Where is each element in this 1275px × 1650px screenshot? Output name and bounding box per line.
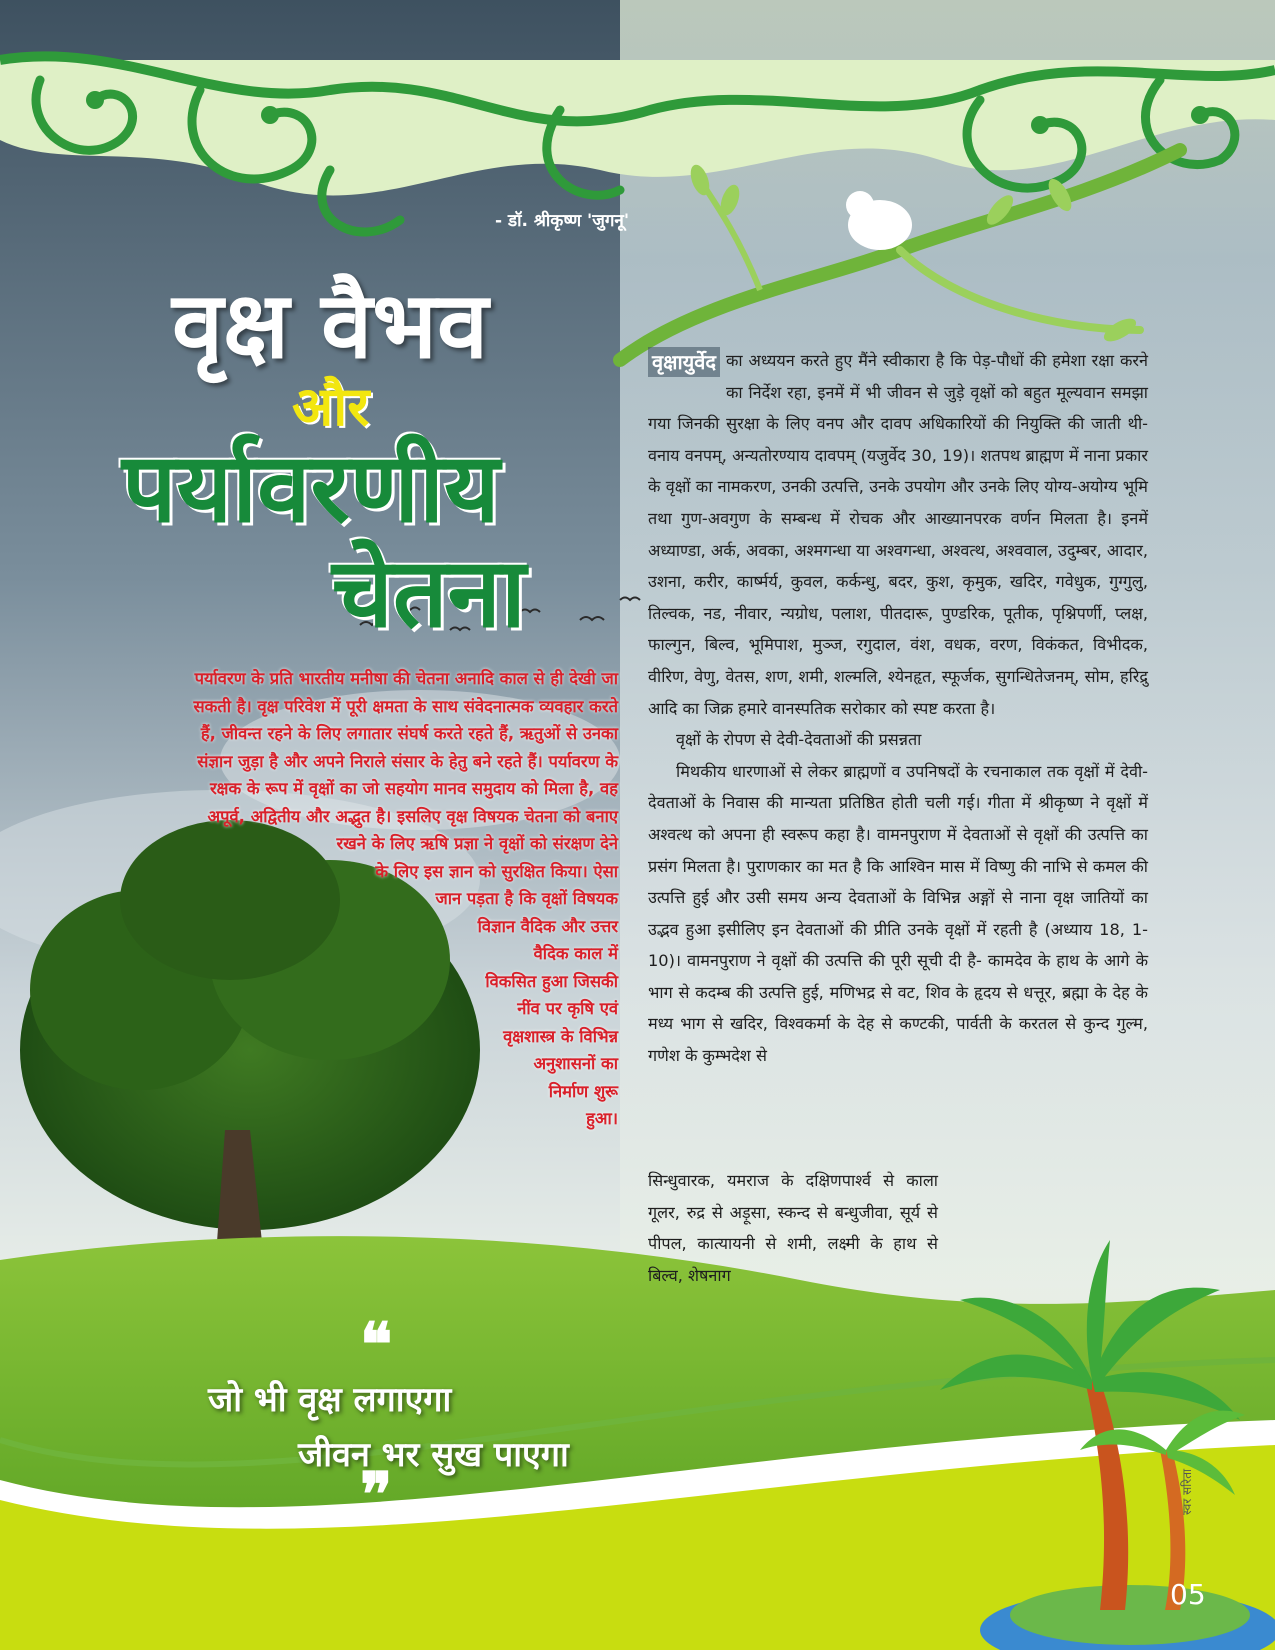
article-paragraph-3: सिन्धुवारक, यमराज के दक्षिणपार्श्व से काला गूलर, रुद्र से अड़ूसा, स्कन्द से बन्धुजीवा, सूर्य से पीपल, कात्यायनी से शमी, लक्ष्मी के हाथ से बिल्व, शेषनाग (648, 1171, 938, 1285)
intro-line: अनुशासनों का (533, 1054, 618, 1073)
intro-line: विज्ञान वैदिक और उत्तर (477, 916, 618, 936)
intro-line: हैं, जीवन्त रहने के लिए लगातार संघर्ष करते रहते हैं, ऋतुओं से उनका (200, 724, 618, 743)
drop-word: वृक्षायुर्वेद (648, 347, 720, 377)
magazine-name: स्वर सरिता (1180, 1468, 1194, 1515)
intro-line: निर्माण शुरू (548, 1081, 618, 1101)
article-continuation (648, 1165, 938, 1291)
intro-paragraph (118, 665, 618, 1133)
article-paragraph-1 (648, 345, 1148, 724)
page-number: 05 (1170, 1578, 1206, 1611)
intro-line: वृक्षशास्त्र के विभिन्न (503, 1026, 618, 1046)
title-line-1: वृक्ष वैभव (172, 272, 489, 379)
quote-line-1: जो भी वृक्ष लगाएगा (208, 1380, 452, 1420)
intro-line: संज्ञान जुड़ा है और अपने निराले संसार के हेतु बने रहते हैं। पर्यावरण के (197, 751, 618, 771)
intro-line: के लिए इस ज्ञान को सुरक्षित किया। ऐसा (375, 861, 618, 881)
quote-line-2: जीवन भर सुख पाएगा (298, 1435, 569, 1475)
intro-line: विकसित हुआ जिसकी (485, 971, 618, 991)
intro-line: रक्षक के रूप में वृक्षों का जो सहयोग मानव समुदाय को मिला है, वह (209, 779, 618, 798)
intro-line: जान पड़ता है कि वृक्षों विषयक (435, 889, 618, 908)
article-body (648, 345, 1148, 1072)
intro-line: हुआ। (586, 1109, 618, 1128)
author-byline: - डॉ. श्रीकृष्ण 'जुगनू' (495, 211, 630, 231)
title-line-4: चेतना (332, 537, 526, 649)
title-line-3: पर्यावरणीय (122, 432, 500, 544)
open-quote-mark: ❝ (360, 1310, 393, 1380)
intro-line: वैदिक काल में (533, 944, 618, 963)
intro-line: अपूर्व, अद्वितीय और अद्भुत है। इसलिए वृक्ष विषयक चेतना को बनाए (207, 806, 618, 826)
article-subheading: वृक्षों के रोपण से देवी-देवताओं की प्रसन्नता (676, 730, 922, 750)
close-quote-mark: ❞ (360, 1460, 393, 1530)
intro-line: सकती है। वृक्ष परिवेश में पूरी क्षमता के साथ संवेदनात्मक व्यवहार करते (193, 696, 618, 716)
article-paragraph-2: मिथकीय धारणाओं से लेकर ब्राह्मणों व उपनिषदों के रचनाकाल तक वृक्षों में देवी-देवताओं के निवास की मान्यता प्रतिष्ठित होती चली गई। गीता में श्रीकृष्ण ने वृक्षों में अश्वत्थ को अपना ही स्वरूप कहा है। वामनपुराण में देवताओं से वृक्षों की उत्पत्ति का प्रसंग मिलता है। पुराणकार का मत है कि आश्विन मास में विष्णु की नाभि से कमल की उत्पत्ति हुई और उसी समय अन्य देवताओं के विभिन्न अङ्गों से नाना वृक्ष जातियों का उद्भव हुआ इसीलिए इन देवताओं की प्रीति उनके वृक्षों में रहती है (अध्याय 18, 1-10)। वामनपुराण ने वृक्षों की उत्पत्ति की पूरी सूची दी है- कामदेव के हाथ के आगे के भाग से कदम्ब की उत्पत्ति हुई, मणिभद्र से वट, शिव के हृदय से धत्तूर, ब्रह्मा के देह के मध्य भाग से खदिर, विश्वकर्मा के देह से कण्टकी, पार्वती के करतल से कुन्द गुल्म, गणेश के कुम्भदेश से (648, 761, 1148, 1066)
article-paragraph-1-text: का अध्ययन करते हुए मैंने स्वीकारा है कि पेड़-पौधों की हमेशा रक्षा करने का निर्देश रहा, इनमें में भी जीवन से जुड़े वृक्षों को बहुत मूल्यवान समझा गया जिनकी सुरक्षा के लिए वनप और दावप अधिकारियों की नियुक्ति की जाती थी- वनाय वनपम्, अन्यतोरण्याय दावपम् (यजुर्वेद 30, 19)। शतपथ ब्राह्मण में नाना प्रकार के वृक्षों का नामकरण, उनकी उत्पत्ति, उनके उपयोग और उनके लिए योग्य-अयोग्य भूमि तथा गुण-अवगुण के सम्बन्ध में रोचक और आख्यानपरक वर्णन मिलता है। इनमें अध्याण्डा, अर्क, अवका, अश्मगन्धा या अश्वगन्धा, अश्वत्थ, अश्ववाल, उदुम्बर, आदार, उशना, करीर, कार्ष्मर्य, कुवल, कर्कन्धु, बदर, कुश, कृमुक, खदिर, गवेधुक, गुग्गुलु, तिल्वक, नड, नीवार, न्यग्रोध, पलाश, पीतदारू, पुण्डरिक, पूतीक, पृश्निपर्णी, प्लक्ष, फाल्गुन, बिल्व, भूमिपाश, मुञ्ज, रगुदाल, वंश, वधक, वरण, विकंकत, विभीदक, वीरिण, वेणु, वेतस, शण, शमी, शल्मलि, श्येनहृत, स्फूर्जक, सुगन्धितेजनम्, सोम, हरिद्रु आदि का जिक्र हमारे वानस्पतिक सरोकार को स्पष्ट करता है। (648, 351, 1148, 718)
intro-line: नींव पर कृषि एवं (517, 999, 618, 1018)
title-line-2: और (292, 375, 370, 438)
intro-line: रखने के लिए ऋषि प्रज्ञा ने वृक्षों को संरक्षण देने (336, 834, 618, 853)
intro-line: पर्यावरण के प्रति भारतीय मनीषा की चेतना अनादि काल से ही देखी जा (194, 669, 618, 688)
